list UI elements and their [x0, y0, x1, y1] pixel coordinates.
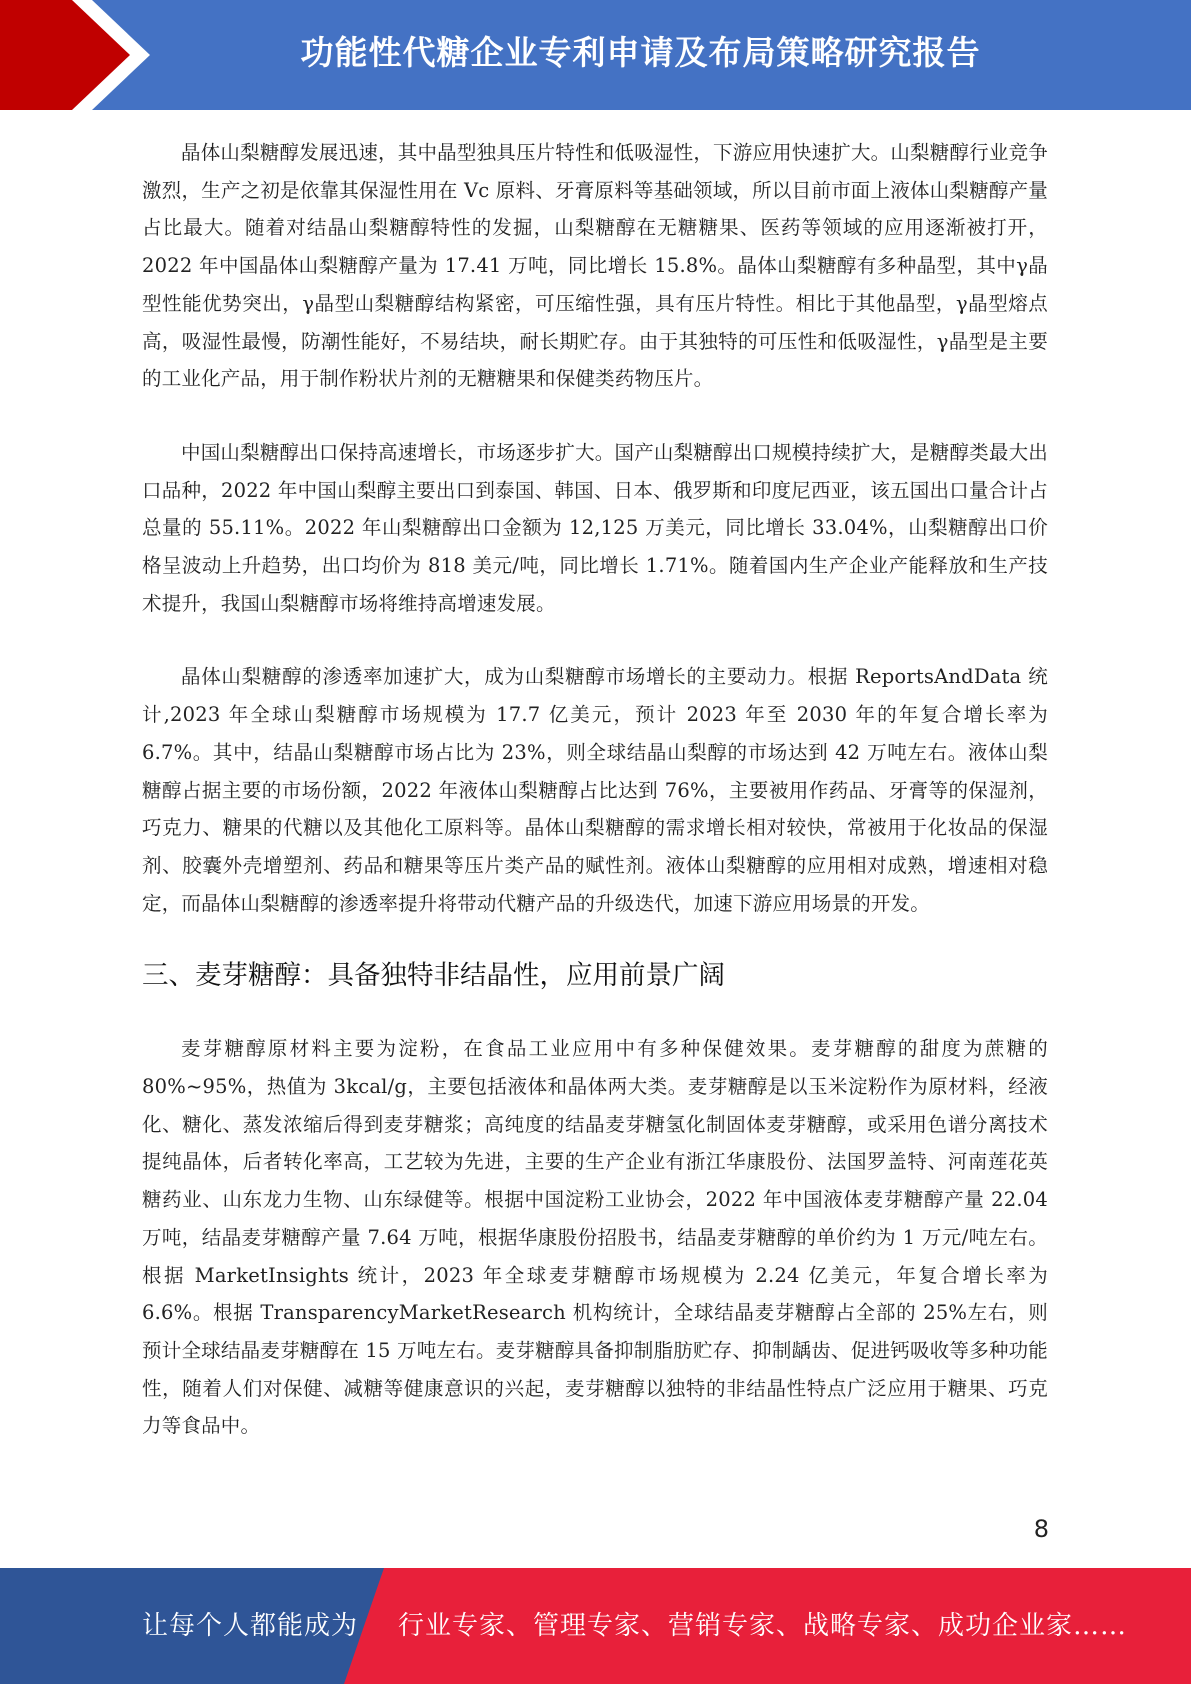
page-number: 8	[1033, 1515, 1049, 1543]
body-paragraph: 晶体山梨糖醇的渗透率加速扩大，成为山梨糖醇市场增长的主要动力。根据 ReportsAndData 统计,2023 年全球山梨糖醇市场规模为 17.7 亿美元，预计 2023 年至 2030 年的年复合增长率为 6.7%。其中，结晶山梨糖醇市场占比为 23%，则全球结晶山梨醇的市场达到 42 万吨左右。液体山梨糖醇占据主要的市场份额，2022 年液体山梨糖醇占比达到 76%，主要被用作药品、牙膏等的保湿剂，巧克力、糖果的代糖以及其他化工原料等。晶体山梨糖醇的需求增长相对较快，常被用于化妆品的保湿剂、胶囊外壳增塑剂、药品和糖果等压片类产品的赋性剂。液体山梨糖醇的应用相对成熟，增速相对稳定，而晶体山梨糖醇的渗透率提升将带动代糖产品的升级迭代，加速下游应用场景的开发。	[142, 665, 1048, 915]
footer-banner	[0, 1568, 1191, 1684]
body-paragraph: 中国山梨糖醇出口保持高速增长，市场逐步扩大。国产山梨糖醇出口规模持续扩大，是糖醇类最大出口品种，2022 年中国山梨醇主要出口到泰国、韩国、日本、俄罗斯和印度尼西亚，该五国出口量合计占总量的 55.11%。2022 年山梨糖醇出口金额为 12,125 万美元，同比增长 33.04%，山梨糖醇出口价格呈波动上升趋势，出口均价为 818 美元/吨，同比增长 1.71%。随着国内生产企业产能释放和生产技术提升，我国山梨糖醇市场将维持高增速发展。	[142, 440, 1048, 615]
page-body	[142, 134, 1048, 1445]
footer-slogan-left: 让每个人都能成为	[142, 1611, 359, 1641]
body-paragraph: 麦芽糖醇原材料主要为淀粉，在食品工业应用中有多种保健效果。麦芽糖醇的甜度为蔗糖的 80%~95%，热值为 3kcal/g，主要包括液体和晶体两大类。麦芽糖醇是以玉米淀粉作为原材料，经液化、糖化、蒸发浓缩后得到麦芽糖浆；高纯度的结晶麦芽糖氢化制固体麦芽糖醇，或采用色谱分离技术提纯晶体，后者转化率高，工艺较为先进，主要的生产企业有浙江华康股份、法国罗盖特、河南莲花英糖药业、山东龙力生物、山东绿健等。根据中国淀粉工业协会，2022 年中国液体麦芽糖醇产量 22.04 万吨，结晶麦芽糖醇产量 7.64 万吨，根据华康股份招股书，结晶麦芽糖醇的单价约为 1 万元/吨左右。根据 MarketInsights 统计，2023 年全球麦芽糖醇市场规模为 2.24 亿美元，年复合增长率为 6.6%。根据 TransparencyMarketResearch 机构统计，全球结晶麦芽糖醇占全部的 25%左右，则预计全球结晶麦芽糖醇在 15 万吨左右。麦芽糖醇具备抑制脂肪贮存、抑制龋齿、促进钙吸收等多种功能性，随着人们对保健、减糖等健康意识的兴起，麦芽糖醇以独特的非结晶性特点广泛应用于糖果、巧克力等食品中。	[142, 1037, 1048, 1438]
footer-slogan-right: 行业专家、管理专家、营销专家、战略专家、成功企业家……	[398, 1611, 1128, 1641]
red-chevron-arrow-icon	[0, 0, 160, 110]
report-title: 功能性代糖企业专利申请及布局策略研究报告	[300, 33, 981, 72]
body-paragraph: 晶体山梨糖醇发展迅速，其中晶型独具压片特性和低吸湿性，下游应用快速扩大。山梨糖醇行业竞争激烈，生产之初是依靠其保湿性用在 Vc 原料、牙膏原料等基础领域，所以目前市面上液体山梨糖醇产量占比最大。随着对结晶山梨糖醇特性的发掘，山梨糖醇在无糖糖果、医药等领域的应用逐渐被打开，2022 年中国晶体山梨糖醇产量为 17.41 万吨，同比增长 15.8%。晶体山梨糖醇有多种晶型，其中γ晶型性能优势突出，γ晶型山梨糖醇结构紧密，可压缩性强，具有压片特性。相比于其他晶型，γ晶型熔点高，吸湿性最慢，防潮性能好，不易结块，耐长期贮存。由于其独特的可压性和低吸湿性，γ晶型是主要的工业化产品，用于制作粉状片剂的无糖糖果和保健类药物压片。	[142, 141, 1048, 391]
section-heading: 三、麦芽糖醇：具备独特非结晶性，应用前景广阔	[142, 960, 725, 992]
report-header-band	[0, 0, 1191, 110]
